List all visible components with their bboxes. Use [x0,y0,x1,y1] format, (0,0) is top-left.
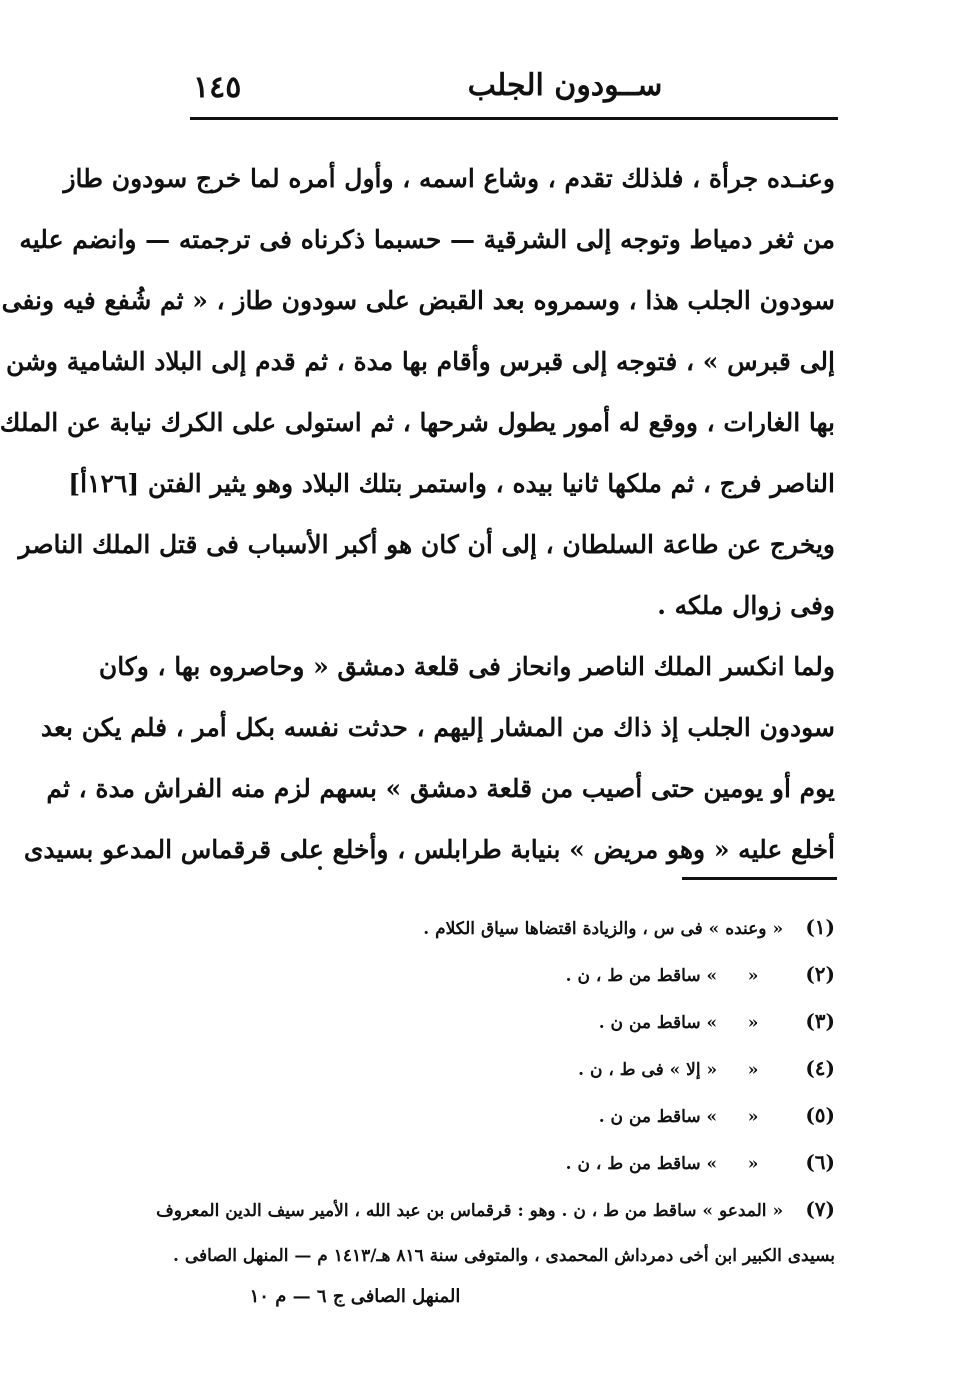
footnote-item [185,951,835,998]
footnote-text: « المدعو » ساقط من ط ، ن . وهو : قرقماس بن عبد الله ، الأمير سيف الدين المعروف [156,1201,784,1221]
header-rule [190,117,838,120]
footnote-item [185,1092,835,1139]
footnote-text: « وعنده » فى س ، والزيادة اقتضاها سياق الكلام . [423,919,784,939]
text-line: بها الغارات ، ووقع له أمور يطول شرحها ، ثم استولى على الكرك نيابة عن الملك [0,408,835,437]
footnote-item [185,904,835,951]
text-line: وفى زوال ملكه . [657,591,835,620]
page-number: ١٤٥ [193,70,242,105]
signature-mark: المنهل الصافى ج ٦ — م ١٠ [249,1286,461,1307]
footnotes [156,904,835,1280]
footnote-text: » ساقط من ن . [598,1107,718,1127]
footnote-item [185,1045,835,1092]
footnote-item [156,1186,835,1233]
main-text [0,148,835,880]
footnote-number: (٤) [805,1056,835,1080]
print-speck [318,866,322,870]
footnote-ditto: « [747,966,759,986]
footnote-number: (٢) [805,962,835,986]
text-line: سودون الجلب هذا ، وسمروه بعد القبض على سودون طاز ، « ثم شُفع فيه ونفى [1,286,835,315]
footnote-number: (٦) [805,1150,835,1174]
text-line: وعنـده جرأة ، فلذلك تقدم ، وشاع اسمه ، وأول أمره لما خرج سودون طاز [63,164,835,193]
footnote-ditto: « [747,1060,759,1080]
text-line: سودون الجلب إذ ذاك من المشار إليهم ، حدثت نفسه بكل أمر ، فلم يكن بعد [40,713,835,742]
footnote-text: بسيدى الكبير ابن أخى دمرداش المحمدى ، والمتوفى سنة ٨١٦ هـ/١٤١٣ م — المنهل الصافى . [173,1246,835,1266]
footnote-item [185,998,835,1045]
footnote-text: » ساقط من ط ، ن . [565,966,718,986]
footnote-ditto: « [747,1013,759,1033]
footnote-text: » ساقط من ن . [598,1013,718,1033]
text-line: الناصر فرج ، ثم ملكها ثانيا بيده ، واستمر بتلك البلاد وهو يثير الفتن [١٢٦أ] [68,469,835,498]
footnote-number: (٥) [805,1103,835,1127]
footnote-item [185,1139,835,1186]
footnote-number: (٧) [805,1197,835,1221]
text-line: أخلع عليه « وهو مريض » بنيابة طرابلس ، وأخلع على قرقماس المدعو بسيدى [23,835,835,864]
footnote-ditto: « [747,1107,759,1127]
running-title: ســودون الجلب [467,68,663,103]
footnote-text: » ساقط من ط ، ن . [565,1154,718,1174]
footnote-ditto: « [747,1154,759,1174]
text-line: من ثغر دمياط وتوجه إلى الشرقية — حسبما ذكرناه فى ترجمته — وانضم عليه [19,225,835,254]
footnote-rule [682,877,837,880]
footnote-text: « إلا » فى ط ، ن . [578,1060,718,1080]
page-header [185,62,837,110]
footnote-number: (١) [805,915,835,939]
text-line: إلى قبرس » ، فتوجه إلى قبرس وأقام بها مدة ، ثم قدم إلى البلاد الشامية وشن [5,347,835,376]
text-line: يوم أو يومين حتى أصيب من قلعة دمشق » بسهم لزم منه الفراش مدة ، ثم [46,774,835,803]
text-line: ويخرج عن طاعة السلطان ، إلى أن كان هو أكبر الأسباب فى قتل الملك الناصر [18,530,835,559]
footnote-continuation [173,1233,835,1280]
footnote-number: (٣) [805,1009,835,1033]
text-line: ولما انكسر الملك الناصر وانحاز فى قلعة دمشق « وحاصروه بها ، وكان [98,652,835,681]
